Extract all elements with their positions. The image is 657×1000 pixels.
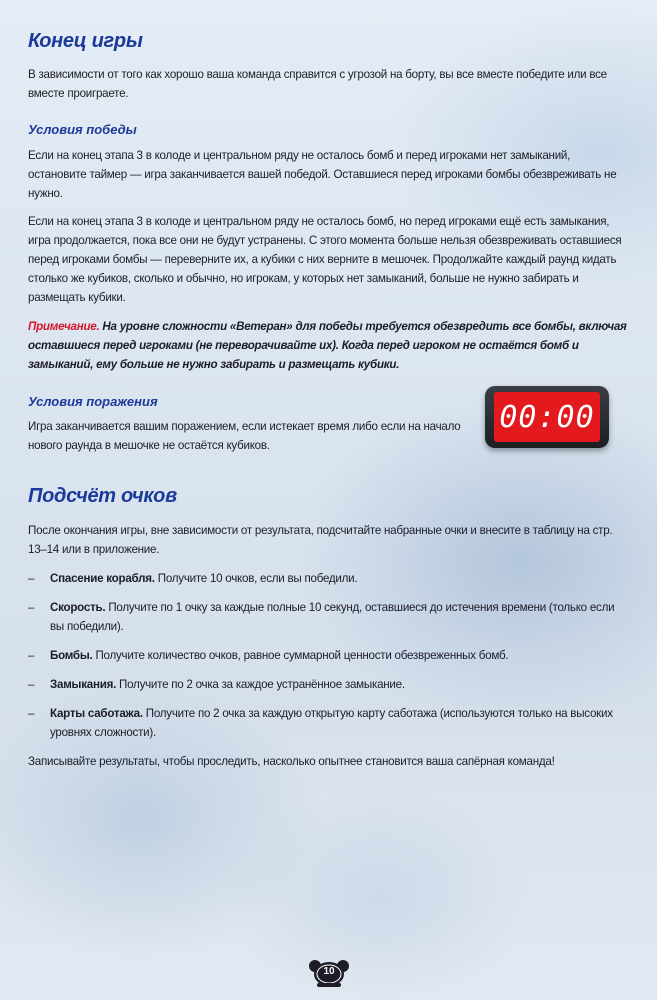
scoring-outro: Записывайте результаты, чтобы проследить, насколько опытнее становится ваша сапёрная команда! <box>28 755 555 768</box>
scoring-term: Карты саботажа. <box>50 707 143 720</box>
list-dash: – <box>28 601 35 614</box>
defeat-text: Игра заканчивается вашим поражением, если истекает время либо если на начало нового раунда в мешочке не остаётся кубиков. <box>28 420 461 452</box>
game-end-title: Конец игры <box>28 30 143 52</box>
page-number-badge <box>308 958 350 988</box>
scoring-term: Бомбы. <box>50 649 93 662</box>
page-number: 10 <box>323 966 335 977</box>
scoring-intro: После окончания игры, вне зависимости от результата, подсчитайте набранные очки и внесите в таблицу на стр. 13–14 или в приложение. <box>28 524 613 556</box>
victory-paragraph-1: Если на конец этапа 3 в колоде и центральном ряду не осталось бомб и перед игроками нет замыканий, остановите таймер — игра заканчивается вашей победой. Оставшиеся перед игроками бомбы обезвреживать не нужно. <box>28 149 617 200</box>
scoring-term: Замыкания. <box>50 678 117 691</box>
scoring-list <box>28 569 628 742</box>
scoring-item-speed <box>28 598 628 636</box>
defeat-conditions-title: Условия поражения <box>28 394 158 409</box>
list-dash: – <box>28 572 35 585</box>
victory-conditions-title: Условия победы <box>28 122 137 137</box>
scoring-text: Получите количество очков, равное суммарной ценности обезвреженных бомб. <box>92 649 509 662</box>
rules-page <box>28 30 628 771</box>
scoring-item-bombs <box>28 646 628 665</box>
note-text: На уровне сложности «Ветеран» для победы требуется обезвредить все бомбы, включая оставшиеся перед игроками (не переворачивайте их). Когда перед игроком не остаётся бомб и замыканий, ему больше не нужно забирать и размещать кубики. <box>28 320 627 371</box>
scoring-item-short-circuits <box>28 675 628 694</box>
scoring-text: Получите по 1 очку за каждые полные 10 секунд, оставшиеся до истечения времени (только если вы победили). <box>50 601 615 633</box>
scoring-term: Спасение корабля. <box>50 572 155 585</box>
timer-screen <box>494 392 600 442</box>
game-end-intro: В зависимости от того как хорошо ваша команда справится с угрозой на борту, вы все вместе победите или все вместе проиграете. <box>28 68 607 100</box>
scoring-item-sabotage-cards <box>28 704 628 742</box>
list-dash: – <box>28 707 35 720</box>
list-dash: – <box>28 649 35 662</box>
scoring-title: Подсчёт очков <box>28 485 177 507</box>
note-label: Примечание. <box>28 320 100 333</box>
list-dash: – <box>28 678 35 691</box>
scoring-text: Получите по 2 очка за каждое устранённое замыкание. <box>116 678 405 691</box>
timer-display: 00:00 <box>499 399 595 435</box>
timer-icon <box>485 386 609 448</box>
scoring-term: Скорость. <box>50 601 106 614</box>
veteran-note <box>28 317 628 374</box>
victory-paragraph-2: Если на конец этапа 3 в колоде и центральном ряду не осталось бомб, но перед игроками ещё есть замыкания, игра продолжается, пока все они не будут устранены. С этого момента больше нельзя обезвреживать оставшиеся перед игроками бомбы — переверните их, а кубики с них верните в мешочек. Продолжайте каждый раунд кидать столько же кубиков, сколько и обычно, но игрокам, у которых нет замыканий, больше не нужно забирать и размещать кубики. <box>28 215 622 304</box>
scoring-text: Получите по 2 очка за каждую открытую карту саботажа (используются только на высоких уровнях сложности). <box>50 707 613 739</box>
scoring-item-ship-rescue <box>28 569 628 588</box>
scoring-text: Получите 10 очков, если вы победили. <box>154 572 358 585</box>
